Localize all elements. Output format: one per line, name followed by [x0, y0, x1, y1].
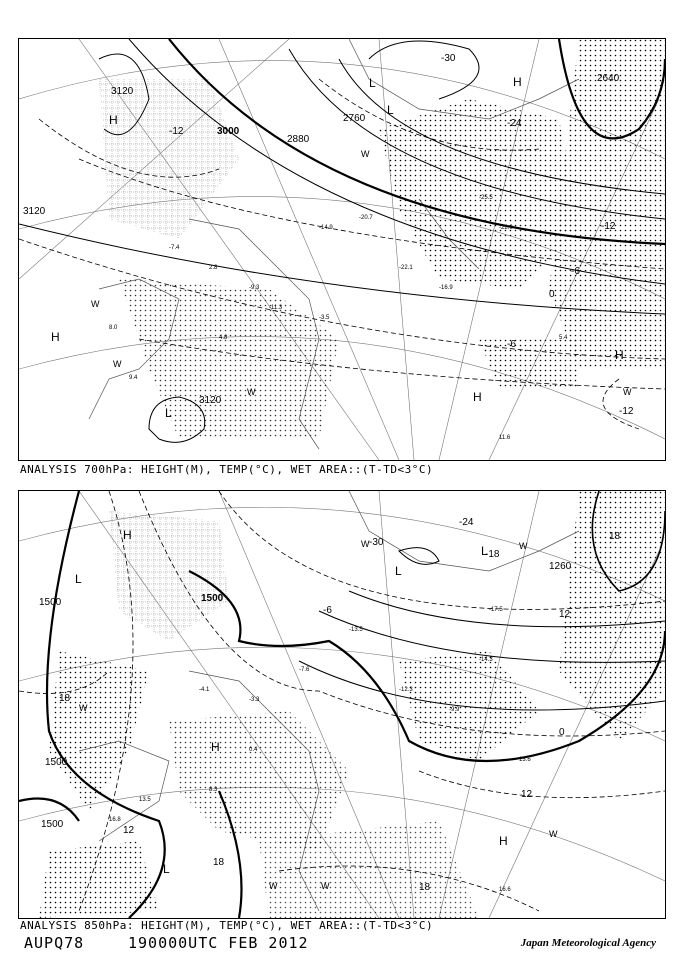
wet-marker: W — [623, 387, 632, 397]
height-label: 2640 — [597, 73, 620, 84]
svg-text:-22.9: -22.9 — [499, 225, 513, 231]
map-850hpa-canvas — [19, 491, 665, 918]
height-label: 3120 — [23, 206, 46, 217]
pressure-center: H — [615, 348, 624, 362]
map-700hpa — [18, 38, 666, 461]
temp-label: -6 — [571, 266, 580, 277]
height-label: 1500 — [41, 819, 64, 830]
svg-text:4.8: 4.8 — [219, 335, 228, 341]
svg-text:8.3: 8.3 — [209, 787, 218, 793]
svg-text:-20.7: -20.7 — [359, 215, 373, 221]
svg-text:-11.3: -11.3 — [269, 305, 283, 311]
height-label: 2760 — [343, 113, 366, 124]
svg-text:-14.9: -14.9 — [319, 225, 333, 231]
svg-text:-17.5: -17.5 — [489, 607, 503, 613]
pressure-center: H — [211, 740, 220, 754]
svg-text:-14.3: -14.3 — [479, 657, 493, 663]
temp-label: 12 — [123, 825, 135, 836]
height-label: 3120 — [199, 395, 222, 406]
pressure-center: H — [51, 330, 60, 344]
pressure-center: L — [395, 564, 402, 578]
svg-text:-12.3: -12.3 — [399, 687, 413, 693]
height-label: 3120 — [111, 86, 134, 97]
temp-label: 18 — [419, 882, 431, 893]
wet-marker: W — [79, 703, 88, 713]
temp-label: 12 — [521, 789, 533, 800]
map-700hpa-canvas — [19, 39, 665, 460]
pressure-center: L — [165, 406, 172, 420]
pressure-center: H — [123, 528, 132, 542]
temp-label: -6 — [507, 339, 516, 350]
svg-text:8.0: 8.0 — [109, 325, 118, 331]
pressure-center: H — [473, 390, 482, 404]
pressure-center: H — [513, 75, 522, 89]
svg-text:9.4: 9.4 — [129, 375, 138, 381]
temp-label: 12 — [559, 609, 571, 620]
map-850hpa — [18, 490, 666, 919]
height-label: 1500 — [45, 757, 68, 768]
pressure-center: L — [369, 76, 376, 90]
svg-text:-9.9: -9.9 — [449, 707, 460, 713]
svg-text:11.6: 11.6 — [499, 435, 511, 441]
svg-text:-7.6: -7.6 — [299, 667, 310, 673]
svg-text:-3.5: -3.5 — [319, 315, 330, 321]
svg-text:2.8: 2.8 — [209, 265, 218, 271]
wet-marker: W — [361, 149, 370, 159]
temp-label: 0 — [559, 727, 565, 738]
svg-text:-7.4: -7.4 — [169, 245, 180, 251]
svg-text:-9.3: -9.3 — [249, 285, 260, 291]
pressure-center: H — [109, 113, 118, 127]
temp-label: -24 — [459, 517, 474, 528]
svg-text:0.4: 0.4 — [249, 747, 258, 753]
height-label: 3000 — [217, 126, 240, 137]
temp-label: -18 — [485, 549, 500, 560]
valid-time: 190000UTC FEB 2012 — [128, 934, 309, 952]
svg-text:-22.1: -22.1 — [399, 265, 413, 271]
height-label: 1260 — [549, 561, 572, 572]
pressure-center: L — [75, 572, 82, 586]
pressure-center: L — [163, 862, 170, 876]
wet-marker: W — [91, 299, 100, 309]
svg-text:16.8: 16.8 — [109, 817, 121, 823]
height-label: 2880 — [287, 134, 310, 145]
svg-text:-4.1: -4.1 — [199, 687, 210, 693]
chart-id: AUPQ78 — [24, 934, 85, 952]
temp-label: -6 — [323, 605, 332, 616]
svg-text:-16.9: -16.9 — [439, 285, 453, 291]
wet-marker: W — [269, 881, 278, 891]
temp-label: 0 — [549, 289, 555, 300]
svg-text:13.5: 13.5 — [139, 797, 151, 803]
agency-name: Japan Meteorological Agency — [520, 937, 656, 949]
pressure-center: L — [481, 544, 488, 558]
temp-label: -30 — [369, 537, 384, 548]
svg-text:16.6: 16.6 — [499, 887, 511, 893]
wet-marker: W — [361, 539, 370, 549]
temp-label: -12 — [619, 406, 634, 417]
svg-text:-3.3: -3.3 — [249, 697, 260, 703]
temp-label: 18 — [213, 857, 225, 868]
wet-marker: W — [113, 359, 122, 369]
wet-marker: W — [321, 881, 330, 891]
svg-text:5.4: 5.4 — [559, 335, 568, 341]
temp-label: -12 — [601, 221, 616, 232]
temp-label: -12 — [169, 126, 184, 137]
caption-700hpa: ANALYSIS 700hPa: HEIGHT(M), TEMP(°C), WET AREA::(T-TD<3°C) — [20, 463, 434, 476]
wet-marker: W — [549, 829, 558, 839]
wet-areas — [99, 39, 665, 439]
wet-marker: W — [247, 387, 256, 397]
temp-label: 18 — [59, 693, 71, 704]
height-label: 1500 — [201, 593, 224, 604]
temp-label: -30 — [441, 53, 456, 64]
svg-text:-25.5: -25.5 — [479, 195, 493, 201]
pressure-center: H — [499, 834, 508, 848]
svg-text:-13.5: -13.5 — [349, 627, 363, 633]
pressure-center: L — [387, 103, 394, 117]
svg-text:13.6: 13.6 — [519, 757, 531, 763]
temp-label: 18 — [609, 531, 621, 542]
height-label: 1500 — [39, 597, 62, 608]
caption-850hpa: ANALYSIS 850hPa: HEIGHT(M), TEMP(°C), WET AREA::(T-TD<3°C) — [20, 919, 434, 932]
wet-marker: W — [519, 541, 528, 551]
temp-label: -24 — [507, 118, 522, 129]
wet-areas — [39, 491, 665, 918]
